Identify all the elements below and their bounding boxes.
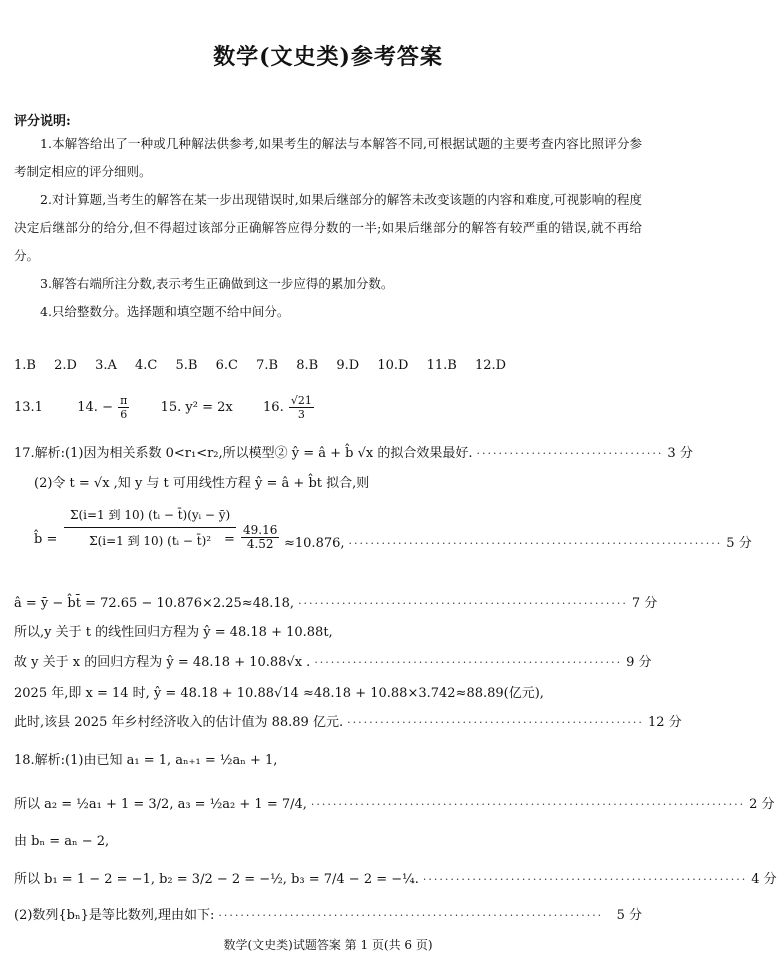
scoring-note-4: 4.只给整数分。选择题和填空题不给中间分。 xyxy=(40,304,290,319)
choice-answer: 3.A xyxy=(95,358,117,373)
choice-answer: 1.B xyxy=(14,358,36,373)
answer-14-label: 14. xyxy=(77,400,98,415)
ahat-text: â = ȳ − b̂t̄ = 72.65 − 10.876×2.25≈48.18, xyxy=(14,596,295,611)
final-estimate-text: 此时,该县 2025 年乡村经济收入的估计值为 88.89 亿元. xyxy=(14,715,344,730)
q17-line-x xyxy=(14,651,652,670)
q18-score-5: 5 分 xyxy=(616,908,642,923)
q17-score-3: 3 分 xyxy=(667,446,693,461)
sum-denominator: Σ(i=1 到 10) (tᵢ − t̄)² xyxy=(89,534,212,548)
leader-dots: ························································ xyxy=(314,656,623,669)
answer-14-fraction xyxy=(118,394,129,421)
q17-bhat-formula xyxy=(14,504,752,584)
answer-16-denominator: 3 xyxy=(297,408,305,421)
leader-dots: ··························································· xyxy=(422,873,748,886)
value-denominator: 4.52 xyxy=(246,537,274,551)
choice-answer: 12.D xyxy=(474,358,507,373)
q17-score-7: 7 分 xyxy=(631,596,658,611)
q18-line-2 xyxy=(14,793,775,812)
q18-line-5 xyxy=(14,904,642,923)
q17-line-2025: 2025 年,即 x = 14 时, ŷ = 48.18 + 10.88√14 ≈48.18 + 10.88×3.742≈88.89(亿元), xyxy=(14,686,544,701)
q17-score-9: 9 分 xyxy=(626,655,652,670)
q17-score-12: 12 分 xyxy=(647,715,682,730)
choice-answer: 4.C xyxy=(135,358,158,373)
answer-16-fraction xyxy=(289,394,314,421)
value-fraction xyxy=(241,524,279,551)
answer-14-denominator: 6 xyxy=(120,408,128,421)
q17-line-2: (2)令 t = √x ,知 y 与 t 可用线性方程 ŷ = â + b̂t 拟合,则 xyxy=(34,476,370,491)
q18-part2-text: (2)数列{bₙ}是等比数列,理由如下: xyxy=(14,908,215,923)
sum-numerator: Σ(i=1 到 10) (tᵢ − t̄)(yᵢ − ȳ) xyxy=(64,504,236,528)
equals-sign: = xyxy=(224,532,235,547)
answer-16-label: 16. xyxy=(263,400,284,415)
q18-a2-a3-text: 所以 a₂ = ½a₁ + 1 = 3/2, a₃ = ½a₂ + 1 = 7/4, xyxy=(14,797,307,812)
leader-dots: ··············································································· xyxy=(310,798,746,811)
q17-part1-text: 17.解析:(1)因为相关系数 0<r₁<r₂,所以模型② ŷ = â + b̂ √x 的拟合效果最好. xyxy=(14,446,473,461)
page-title: 数学(文史类)参考答案 xyxy=(213,44,443,70)
q17-line-1 xyxy=(14,442,693,461)
scoring-note-2: 2.对计算题,当考生的解答在某一步出现错误时,如果后继部分的解答未改变该题的内容和难度,可视影响的程度决定后继部分的给分,但不得超过该部分正确解答应得分数的一半;如果后继部分的解答有较严重的错误,就不再给分。 xyxy=(14,192,642,263)
q17-score-5: 5 分 xyxy=(726,536,752,551)
q17-line-final xyxy=(14,711,682,730)
answer-13: 13.1 xyxy=(14,400,43,415)
leader-dots: ······································································ xyxy=(218,909,604,922)
q18-b-values-text: 所以 b₁ = 1 − 2 = −1, b₂ = 3/2 − 2 = −½, b₃ = 7/4 − 2 = −¼. xyxy=(14,872,419,887)
fill-answers xyxy=(14,394,642,421)
bhat-label: b̂ = xyxy=(34,532,58,547)
scoring-note-1: 1.本解答给出了一种或几种解法供参考,如果考生的解法与本解答不同,可根据试题的主要考查内容比照评分参考制定相应的评分细则。 xyxy=(14,136,642,179)
choice-answer: 9.D xyxy=(336,358,360,373)
q18-score-2: 2 分 xyxy=(749,797,775,812)
choice-answer: 2.D xyxy=(54,358,77,373)
leader-dots: ······················································ xyxy=(347,716,644,729)
q18-line-3: 由 bₙ = aₙ − 2, xyxy=(14,834,110,849)
q18-score-4: 4 分 xyxy=(751,872,777,887)
choice-answer: 7.B xyxy=(256,358,279,373)
sum-fraction xyxy=(64,504,236,551)
choice-answer: 5.B xyxy=(175,358,198,373)
regression-x-text: 故 y 关于 x 的回归方程为 ŷ = 48.18 + 10.88√x . xyxy=(14,655,311,670)
scoring-heading: 评分说明: xyxy=(14,114,71,129)
answer-14-sign: − xyxy=(102,400,113,415)
answer-14-numerator: π xyxy=(120,394,128,407)
answer-16-numerator: √21 xyxy=(290,394,312,407)
page-footer: 数学(文史类)试题答案 第 1 页(共 6 页) xyxy=(223,938,433,952)
q18-line-4 xyxy=(14,868,777,887)
approx-value: ≈10.876, xyxy=(284,536,345,551)
value-numerator: 49.16 xyxy=(243,523,278,537)
leader-dots: ·································· xyxy=(476,447,664,460)
answer-15: 15. y² = 2x xyxy=(160,400,233,415)
q17-line-a xyxy=(14,592,658,611)
choice-answers xyxy=(14,358,642,373)
approx-line xyxy=(284,532,752,551)
leader-dots: ···································································· xyxy=(348,537,723,550)
choice-answer: 11.B xyxy=(426,358,457,373)
scoring-note-3: 3.解答右端所注分数,表示考生正确做到这一步应得的累加分数。 xyxy=(40,276,394,291)
q17-line-t: 所以,y 关于 t 的线性回归方程为 ŷ = 48.18 + 10.88t, xyxy=(14,625,333,640)
leader-dots: ···························································· xyxy=(298,597,628,610)
choice-answer: 8.B xyxy=(296,358,319,373)
choice-answer: 6.C xyxy=(215,358,238,373)
q18-line-1: 18.解析:(1)由已知 a₁ = 1, aₙ₊₁ = ½aₙ + 1, xyxy=(14,753,278,768)
choice-answer: 10.D xyxy=(377,358,409,373)
